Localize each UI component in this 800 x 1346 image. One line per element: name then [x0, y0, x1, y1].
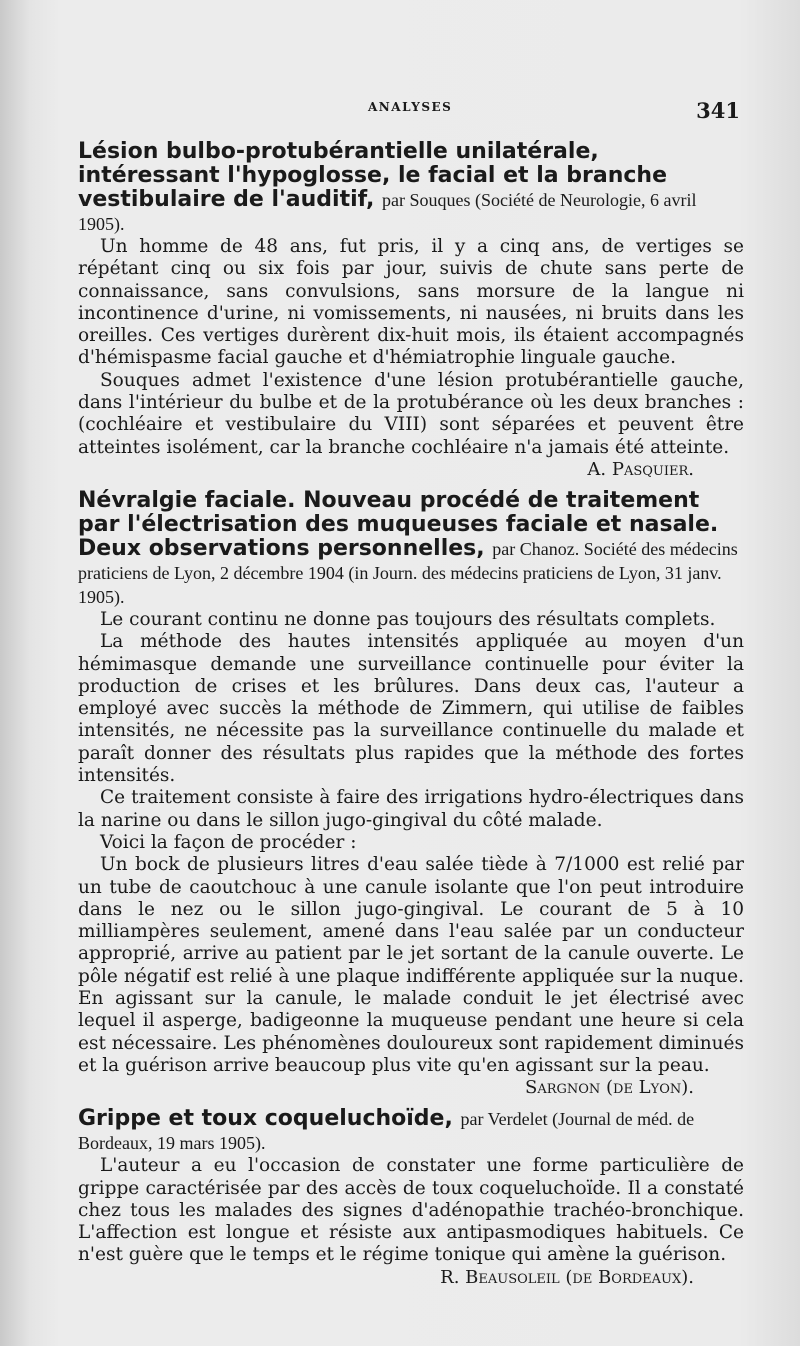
body-text	[78, 140, 744, 1289]
article-2-title: Névralgie faciale. Nouveau procédé de traitement par l'électrisation des muqueuses faciale et nasale. Deux observations personnelles,	[78, 487, 719, 561]
article-3-paragraph: L'auteur a eu l'occasion de constater une forme particulière de grippe caractérisée par des accès de toux coqueluchoïde. Il a constaté chez tous les malades des signes d'adénopathie trachéo-bronchique. L'affection est longue et résiste aux antipasmodiques habituels. Ce n'est guère que le temps et le régime tonique qui amène la guérison.	[78, 1155, 744, 1266]
article-3-signature: R. Beausoleil (de Bordeaux).	[440, 1266, 694, 1288]
article-1-signature: A. Pasquier.	[587, 458, 694, 480]
article-2-paragraph: Ce traitement consiste à faire des irrigations hydro-électriques dans la narine ou dans le sillon jugo-gingival du côté malade.	[78, 787, 744, 831]
article-2-heading	[78, 489, 744, 609]
article-2-paragraph: Un bock de plusieurs litres d'eau salée tiède à 7/1000 est relié par un tube de caoutchouc à une canule isolante que l'on peut introduire dans le nez ou le sillon jugo-gingival. Le courant de 5 à 10 milliampères seulement, amené dans l'eau salée par un conducteur approprié, arrive au patient par le jet sortant de la canule ouverte. Le pôle négatif est relié à une plaque indifférente appliquée sur la nuque. En agissant sur la canule, le malade conduit le jet électrisé avec lequel il asperge, badigeonne la muqueuse pendant une heure si cela est nécessaire. Les phénomènes douloureux sont rapidement diminués et la guérison arrive beaucoup plus vite qu'en agissant sur la peau.	[78, 854, 744, 1076]
article-2-byline: par Chanoz. Société des médecins praticiens de Lyon, 2 décembre 1904 (in Journ. des médecins praticiens de Lyon, 31 janv. 1905).	[78, 538, 738, 607]
article-1-heading	[78, 140, 744, 236]
article-3-title: Grippe et toux coqueluchoïde,	[78, 1106, 453, 1132]
article-2-signature: Sargnon (de Lyon).	[525, 1077, 694, 1099]
article-2-paragraph: La méthode des hautes intensités appliquée au moyen d'un hémimasque demande une surveillance continuelle pour éviter la production de crises et les brûlures. Dans deux cas, l'auteur a employé avec succès la méthode de Zimmern, qui utilise de faibles intensités, ne nécessite pas la surveillance continuelle du malade et paraît donner des résultats plus rapides que la méthode des fortes intensités.	[78, 631, 744, 787]
article-1	[78, 140, 744, 481]
running-head: ANALYSES	[368, 100, 453, 114]
article-1-byline: par Souques (Société de Neurologie, 6 avril 1905).	[78, 190, 697, 234]
article-3-heading	[78, 1107, 744, 1155]
article-3	[78, 1107, 744, 1288]
article-3-byline: par Verdelet (Journal de méd. de Bordeaux, 19 mars 1905).	[78, 1109, 695, 1154]
article-1-paragraph: Un homme de 48 ans, fut pris, il y a cinq ans, de vertiges se répétant cinq ou six fois par jour, suivis de chute sans perte de connaissance, sans convulsions, sans morsure de la langue ni incontinence d'urine, ni vomissements, ni nausées, ni bruits dans les oreilles. Ces vertiges durèrent dix-huit mois, ils étaient accompagnés d'hémispasme facial gauche et d'hémiatrophie linguale gauche.	[78, 236, 744, 369]
page-number: 341	[696, 98, 740, 123]
article-2	[78, 489, 744, 1099]
article-2-paragraph: Voici la façon de procéder :	[100, 831, 357, 853]
article-1-paragraph: Souques admet l'existence d'une lésion protubérantielle gauche, dans l'intérieur du bulbe et de la protubérance où les deux branches : (cochléaire et vestibulaire du VIII) sont séparées et peuvent être atteintes isolément, car la branche cochléaire n'a jamais été atteinte.	[78, 369, 744, 458]
article-2-paragraph: Le courant continu ne donne pas toujours des résultats complets.	[100, 608, 716, 630]
article-1-title: Lésion bulbo-protubérantielle unilatérale, intéressant l'hypoglosse, le facial et la branche vestibulaire de l'auditif,	[78, 139, 667, 212]
